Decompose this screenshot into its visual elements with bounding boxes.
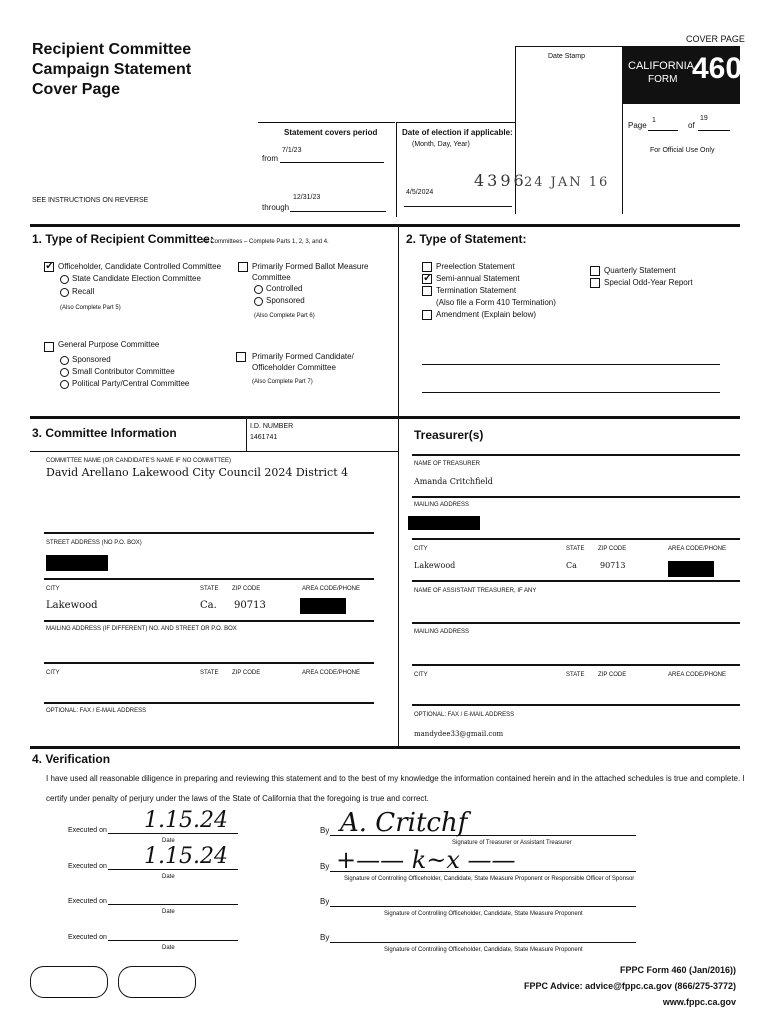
election-sub-label: (Month, Day, Year) bbox=[412, 141, 470, 148]
redacted-street bbox=[46, 555, 108, 571]
termination-label: Termination Statement bbox=[436, 286, 517, 295]
id-number-label: I.D. NUMBER bbox=[250, 423, 294, 430]
primarily-formed-candidate-checkbox[interactable] bbox=[236, 352, 246, 362]
treasurer-city2-top bbox=[412, 664, 740, 666]
section1-note: All Committees – Complete Parts 1, 2, 3, and 4. bbox=[202, 239, 329, 245]
assistant-top bbox=[412, 580, 740, 582]
treasurer-name-label: NAME OF TREASURER bbox=[414, 461, 480, 467]
street-top bbox=[44, 532, 374, 534]
signature-line-3 bbox=[330, 906, 636, 907]
treasurer-mailing2-top bbox=[412, 622, 740, 624]
page-number: 1 bbox=[652, 117, 656, 124]
of-label: of bbox=[688, 121, 695, 130]
election-top-line bbox=[396, 122, 515, 123]
termination-note: (Also file a Form 410 Termination) bbox=[436, 298, 556, 307]
recall-radio[interactable] bbox=[60, 288, 69, 297]
amendment-line-2 bbox=[422, 392, 720, 393]
date-caption-4: Date bbox=[162, 945, 175, 951]
page-label: Page bbox=[628, 121, 647, 130]
section1-heading: 1. Type of Recipient Committee: bbox=[32, 232, 214, 246]
page-total-line bbox=[698, 130, 730, 131]
mailing-city-label: CITY bbox=[46, 670, 60, 676]
period-label: Statement covers period bbox=[284, 128, 378, 137]
executed-on-label-3: Executed on bbox=[68, 898, 107, 905]
by-label-4: By bbox=[320, 933, 330, 942]
date-caption-3: Date bbox=[162, 909, 175, 915]
treasurer-signature: A. Critchf bbox=[340, 808, 468, 838]
received-stamp-number: 4396 bbox=[474, 171, 527, 190]
political-party-label: Political Party/Central Committee bbox=[72, 379, 190, 388]
amendment-label: Amendment (Explain below) bbox=[436, 310, 537, 319]
section3-divider bbox=[398, 419, 399, 749]
executed-on-label-1: Executed on bbox=[68, 827, 107, 834]
executed-line-3 bbox=[108, 904, 238, 905]
general-purpose-checkbox[interactable] bbox=[44, 342, 54, 352]
executed-line-2 bbox=[108, 869, 238, 870]
form-badge-form: FORM bbox=[648, 74, 678, 85]
period-from-label: from bbox=[262, 154, 278, 163]
ballot-note: (Also Complete Part 6) bbox=[254, 313, 315, 319]
footer-oval-1 bbox=[30, 966, 108, 998]
small-contributor-radio[interactable] bbox=[60, 368, 69, 377]
gp-sponsored-label: Sponsored bbox=[72, 355, 111, 364]
section1-2-divider bbox=[398, 226, 399, 418]
phone-label: AREA CODE/PHONE bbox=[302, 586, 361, 592]
redacted-treasurer-address bbox=[408, 516, 480, 530]
treasurer-mailing-label: MAILING ADDRESS bbox=[414, 502, 470, 508]
redacted-phone bbox=[300, 598, 346, 614]
ballot-controlled-radio[interactable] bbox=[254, 285, 263, 294]
election-line bbox=[404, 206, 512, 207]
semiannual-checkbox[interactable] bbox=[422, 274, 432, 284]
period-top-line bbox=[258, 122, 395, 123]
treasurer-state-value: Ca bbox=[566, 561, 577, 570]
page-title bbox=[32, 40, 191, 100]
date-stamp-label: Date Stamp bbox=[548, 53, 585, 60]
special-odd-year-label: Special Odd-Year Report bbox=[604, 278, 693, 287]
treasurer-heading: Treasurer(s) bbox=[414, 428, 484, 442]
form-badge-number: 460 bbox=[692, 52, 743, 85]
mailing-label: MAILING ADDRESS (IF DIFFERENT) NO. AND STREET OR P.O. BOX bbox=[46, 626, 237, 632]
primarily-candidate-label-2: Officeholder Committee bbox=[252, 363, 336, 372]
period-through-label: through bbox=[262, 203, 290, 212]
assistant-treasurer-label: NAME OF ASSISTANT TREASURER, IF ANY bbox=[414, 588, 537, 594]
treasurer-zip-value: 90713 bbox=[600, 561, 626, 570]
treasurer-mailing-top bbox=[412, 496, 740, 498]
mailing-city-top bbox=[44, 662, 374, 664]
section3-heading: 3. Committee Information bbox=[32, 426, 177, 440]
stamp-box-right bbox=[622, 46, 623, 214]
general-purpose-label: General Purpose Committee bbox=[58, 340, 160, 349]
treasurer-zip-label: ZIP CODE bbox=[598, 546, 627, 552]
optional-label: OPTIONAL: FAX / E-MAIL ADDRESS bbox=[46, 708, 147, 714]
primarily-candidate-note: (Also Complete Part 7) bbox=[252, 379, 313, 385]
city-top bbox=[44, 578, 374, 580]
executed-line-4 bbox=[108, 940, 238, 941]
political-party-radio[interactable] bbox=[60, 380, 69, 389]
candidate-signature: +—— k~x —— bbox=[336, 846, 516, 874]
treasurer-mailing2-label: MAILING ADDRESS bbox=[414, 629, 470, 635]
sig-caption-1: Signature of Treasurer or Assistant Treasurer bbox=[452, 840, 572, 846]
form-460-badge bbox=[622, 46, 743, 104]
executed-date-1: 1.15.24 bbox=[144, 808, 228, 833]
executed-on-label-2: Executed on bbox=[68, 863, 107, 870]
id-number-value: 1461741 bbox=[250, 434, 278, 441]
treasurer-state2-label: STATE bbox=[566, 672, 585, 678]
recall-label: Recall bbox=[72, 287, 95, 296]
treasurer-city2-label: CITY bbox=[414, 672, 428, 678]
mailing-state-label: STATE bbox=[200, 670, 219, 676]
state-value: Ca. bbox=[200, 600, 217, 611]
officeholder-label: Officeholder, Candidate Controlled Committee bbox=[58, 262, 222, 271]
ballot-sponsored-label: Sponsored bbox=[266, 296, 305, 305]
state-candidate-radio[interactable] bbox=[60, 275, 69, 284]
mailing-zip-label: ZIP CODE bbox=[232, 670, 261, 676]
page-line bbox=[648, 130, 678, 131]
period-through-value: 12/31/23 bbox=[293, 194, 321, 201]
treasurer-email-value: mandydee33@gmail.com bbox=[414, 730, 504, 738]
title-line-2: Campaign Statement bbox=[32, 61, 192, 78]
footer-block bbox=[524, 962, 736, 1010]
state-label: STATE bbox=[200, 586, 219, 592]
recall-note: (Also Complete Part 5) bbox=[60, 305, 121, 311]
id-box-left bbox=[246, 419, 247, 451]
header-rule bbox=[30, 224, 740, 227]
optional-top bbox=[44, 702, 374, 704]
see-instructions: SEE INSTRUCTIONS ON REVERSE bbox=[32, 197, 149, 204]
sig-caption-2: Signature of Controlling Officeholder, Candidate, State Measure Proponent or Responsible Officer of Sponsor bbox=[344, 876, 635, 882]
page-total: 19 bbox=[700, 115, 708, 122]
election-label: Date of election if applicable: bbox=[402, 128, 513, 137]
stamp-box-top bbox=[515, 46, 622, 47]
treasurer-phone-label: AREA CODE/PHONE bbox=[668, 546, 727, 552]
sig-caption-4: Signature of Controlling Officeholder, Candidate, State Measure Proponent bbox=[384, 947, 583, 953]
treasurer-name-top bbox=[412, 454, 740, 456]
form-badge-state: CALIFORNIA bbox=[628, 60, 695, 72]
treasurer-phone2-label: AREA CODE/PHONE bbox=[668, 672, 727, 678]
mailing-phone-label: AREA CODE/PHONE bbox=[302, 670, 361, 676]
section3-rule bbox=[30, 416, 740, 419]
received-stamp-date: 24 JAN 16 bbox=[524, 175, 610, 190]
redacted-treasurer-phone bbox=[668, 561, 714, 577]
committee-name-label: COMMITTEE NAME (OR CANDIDATE'S NAME IF NO COMMITTEE) bbox=[46, 458, 232, 464]
signature-line-4 bbox=[330, 942, 636, 943]
official-use-label: For Official Use Only bbox=[650, 147, 715, 154]
title-line-3: Cover Page bbox=[32, 81, 121, 98]
state-candidate-label: State Candidate Election Committee bbox=[72, 274, 201, 283]
gp-sponsored-radio[interactable] bbox=[60, 356, 69, 365]
treasurer-zip2-label: ZIP CODE bbox=[598, 672, 627, 678]
by-label-3: By bbox=[320, 897, 330, 906]
period-from-value: 7/1/23 bbox=[282, 147, 302, 154]
primarily-candidate-label-1: Primarily Formed Candidate/ bbox=[252, 352, 354, 361]
termination-checkbox[interactable] bbox=[422, 286, 432, 296]
title-line-1: Recipient Committee bbox=[32, 41, 192, 58]
ballot-measure-label-2: Committee bbox=[252, 273, 291, 282]
special-odd-year-checkbox[interactable] bbox=[590, 278, 600, 288]
fppc-web[interactable]: www.fppc.ca.gov bbox=[662, 997, 736, 1007]
committee-name-value: David Arellano Lakewood City Council 2024 District 4 bbox=[46, 466, 349, 479]
executed-date-2: 1.15.24 bbox=[144, 844, 228, 869]
amendment-line-1 bbox=[422, 364, 720, 365]
period-through-line bbox=[290, 211, 386, 212]
treasurer-optional-top bbox=[412, 704, 740, 706]
by-label-2: By bbox=[320, 862, 330, 871]
verification-text-1: I have used all reasonable diligence in preparing and reviewing this statement and to the best of my knowledge the information contained herein and in the attached schedules is true and complete. I bbox=[46, 774, 745, 783]
zip-label: ZIP CODE bbox=[232, 586, 261, 592]
city-label: CITY bbox=[46, 586, 60, 592]
fppc-advice: FPPC Advice: advice@fppc.ca.gov (866/275-3772) bbox=[523, 981, 736, 991]
mailing-top bbox=[44, 620, 374, 622]
ballot-measure-checkbox[interactable] bbox=[238, 262, 248, 272]
small-contributor-label: Small Contributor Committee bbox=[72, 367, 175, 376]
quarterly-label: Quarterly Statement bbox=[604, 266, 676, 275]
city-value: Lakewood bbox=[46, 600, 98, 611]
treasurer-city-top bbox=[412, 538, 740, 540]
treasurer-city-label: CITY bbox=[414, 546, 428, 552]
amendment-checkbox[interactable] bbox=[422, 310, 432, 320]
period-from-line bbox=[280, 162, 384, 163]
verification-text-2: certify under penalty of perjury under the laws of the State of California that the foregoing is true and correct. bbox=[46, 794, 429, 803]
ballot-measure-label-1: Primarily Formed Ballot Measure bbox=[252, 262, 369, 271]
ballot-controlled-label: Controlled bbox=[266, 284, 303, 293]
by-label-1: By bbox=[320, 826, 330, 835]
fppc-form-id: FPPC Form 460 (Jan/2016)) bbox=[619, 965, 736, 975]
date-caption-1: Date bbox=[162, 838, 175, 844]
cover-page-label: COVER PAGE bbox=[686, 34, 745, 44]
sig-caption-3: Signature of Controlling Officeholder, Candidate, State Measure Proponent bbox=[384, 911, 583, 917]
committee-name-top bbox=[30, 451, 398, 452]
section4-heading: 4. Verification bbox=[32, 752, 111, 766]
quarterly-checkbox[interactable] bbox=[590, 266, 600, 276]
period-divider bbox=[396, 122, 397, 217]
street-label: STREET ADDRESS (NO P.O. BOX) bbox=[46, 540, 142, 546]
section2-heading: 2. Type of Statement: bbox=[406, 232, 527, 246]
election-date-value: 4/5/2024 bbox=[406, 189, 434, 196]
footer-oval-2 bbox=[118, 966, 196, 998]
executed-on-label-4: Executed on bbox=[68, 934, 107, 941]
preelection-label: Preelection Statement bbox=[436, 262, 515, 271]
treasurer-name-value: Amanda Critchfield bbox=[414, 477, 493, 486]
treasurer-optional-label: OPTIONAL: FAX / E-MAIL ADDRESS bbox=[414, 712, 515, 718]
treasurer-state-label: STATE bbox=[566, 546, 585, 552]
zip-value: 90713 bbox=[234, 600, 266, 611]
ballot-sponsored-radio[interactable] bbox=[254, 297, 263, 306]
officeholder-checkbox[interactable] bbox=[44, 262, 54, 272]
treasurer-city-value: Lakewood bbox=[414, 561, 456, 570]
section4-rule bbox=[30, 746, 740, 749]
semiannual-label: Semi-annual Statement bbox=[436, 274, 520, 283]
executed-line-1 bbox=[108, 833, 238, 834]
date-caption-2: Date bbox=[162, 874, 175, 880]
